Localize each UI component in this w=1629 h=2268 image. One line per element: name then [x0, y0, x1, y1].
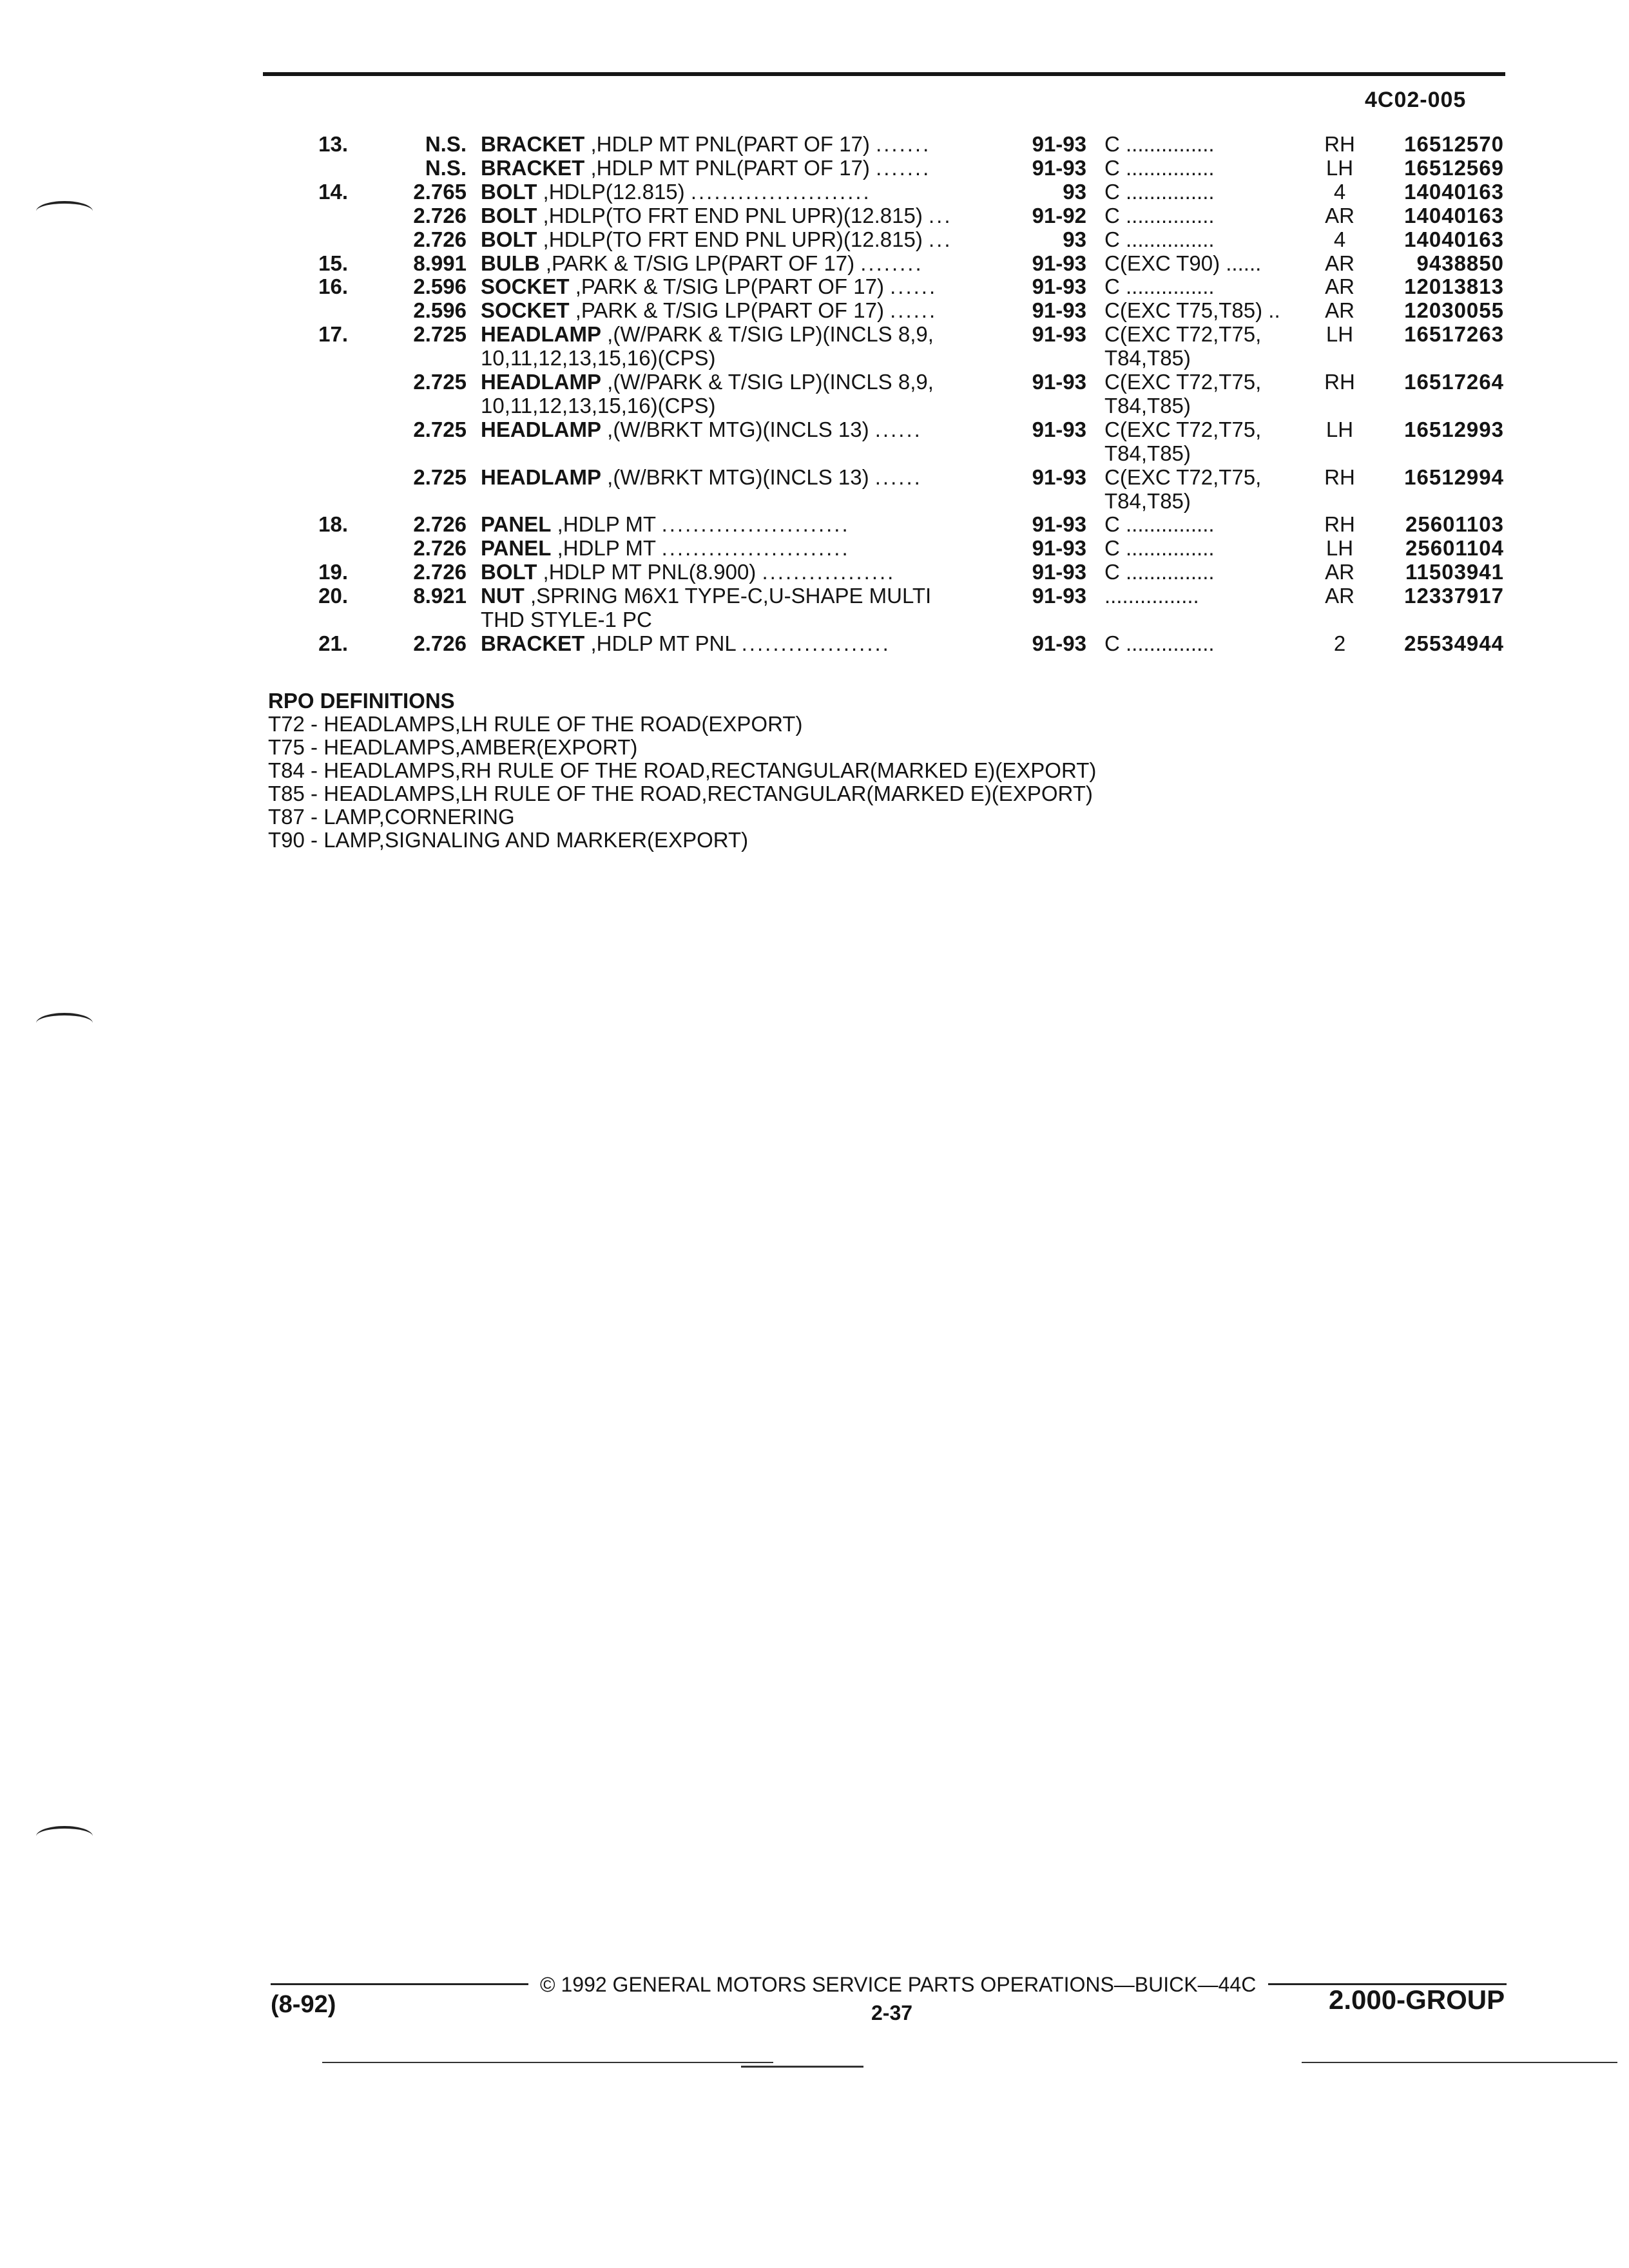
group-number: 2.725 — [413, 417, 467, 441]
usage-code: C ............... — [1104, 180, 1215, 204]
model-years: 91-93 — [1032, 370, 1086, 394]
part-description — [481, 584, 998, 608]
rpo-title: RPO DEFINITIONS — [268, 689, 455, 713]
part-name: BOLT — [481, 227, 537, 251]
part-number: 14040163 — [1404, 179, 1504, 204]
part-name: HEADLAMP — [481, 370, 601, 394]
dot-leader: ...... — [874, 418, 922, 441]
part-detail: ,HDLP MT PNL(8.900) — [543, 561, 757, 584]
model-years: 91-93 — [1032, 132, 1086, 156]
part-detail: ,HDLP MT — [557, 513, 656, 537]
item-number: 15. — [318, 251, 348, 275]
part-name: BRACKET — [481, 631, 585, 655]
part-number: 11503941 — [1405, 560, 1504, 584]
usage-code: T84,T85) — [1104, 489, 1191, 513]
group-number: 2.726 — [413, 560, 467, 584]
model-years: 91-93 — [1032, 631, 1086, 655]
group-number: 2.726 — [413, 536, 467, 561]
part-detail: ,PARK & T/SIG LP(PART OF 17) — [575, 275, 884, 299]
group-number: 2.765 — [413, 179, 467, 204]
quantity: RH — [1324, 465, 1355, 489]
dot-leader: ....................... — [690, 180, 871, 204]
part-description — [481, 252, 998, 275]
part-name: BOLT — [481, 204, 537, 227]
usage-code: ................ — [1104, 584, 1199, 608]
part-detail: ,(W/BRKT MTG)(INCLS 13) — [607, 465, 869, 489]
part-name: HEADLAMP — [481, 323, 601, 347]
quantity: AR — [1325, 560, 1354, 584]
model-years: 91-93 — [1032, 322, 1086, 347]
rpo-line: T72 - HEADLAMPS,LH RULE OF THE ROAD(EXPORT) — [268, 712, 803, 736]
quantity: LH — [1325, 155, 1354, 180]
part-detail: 10,11,12,13,15,16)(CPS) — [481, 394, 716, 418]
scan-line — [1302, 2062, 1617, 2063]
group-number: 2.596 — [413, 274, 467, 299]
quantity: AR — [1325, 251, 1354, 275]
part-name: BULB — [481, 251, 540, 275]
model-years: 91-92 — [1032, 203, 1086, 227]
group-number: N.S. — [425, 155, 467, 180]
dot-leader: ................. — [762, 561, 896, 584]
part-number: 14040163 — [1404, 203, 1504, 227]
footer-rule — [271, 1983, 528, 1985]
revision-date: (8-92) — [271, 1991, 336, 2018]
page-number: 2-37 — [871, 2001, 913, 2024]
part-number: 12013813 — [1404, 274, 1504, 299]
group-number: 8.921 — [413, 584, 467, 608]
dot-leader: ...... — [874, 465, 922, 489]
part-description — [481, 394, 998, 418]
part-description — [481, 228, 998, 251]
usage-code: C(EXC T72,T75, — [1104, 465, 1262, 489]
model-years: 91-93 — [1032, 155, 1086, 180]
usage-code: T84,T85) — [1104, 394, 1191, 418]
part-detail: ,HDLP(TO FRT END PNL UPR)(12.815) — [543, 227, 923, 251]
usage-code: T84,T85) — [1104, 441, 1191, 465]
part-description — [481, 608, 998, 631]
model-years: 93 — [1063, 227, 1086, 251]
usage-code: C ............... — [1104, 227, 1215, 251]
quantity: 4 — [1333, 179, 1346, 204]
usage-code: C(EXC T72,T75, — [1104, 370, 1262, 394]
group-number: N.S. — [425, 132, 467, 156]
usage-code: C(EXC T72,T75, — [1104, 323, 1262, 347]
dot-leader: ....... — [876, 133, 931, 156]
part-description — [481, 299, 998, 322]
quantity: AR — [1325, 584, 1354, 608]
model-years: 91-93 — [1032, 584, 1086, 608]
binder-punch-mark — [36, 201, 93, 222]
quantity: LH — [1325, 322, 1354, 347]
part-name: HEADLAMP — [481, 418, 601, 441]
dot-leader: ...... — [890, 299, 938, 323]
dot-leader: ...... — [890, 275, 938, 299]
usage-code: C(EXC T90) ...... — [1104, 251, 1262, 275]
header-rule — [263, 72, 1505, 76]
dot-leader: ... — [928, 227, 952, 251]
group-number: 2.726 — [413, 512, 467, 537]
binder-punch-mark — [36, 1013, 93, 1033]
usage-code: C ............... — [1104, 156, 1215, 180]
quantity: RH — [1324, 512, 1355, 537]
part-number: 16517264 — [1404, 370, 1504, 394]
rpo-line: T90 - LAMP,SIGNALING AND MARKER(EXPORT) — [268, 828, 749, 852]
rpo-line: T87 - LAMP,CORNERING — [268, 805, 515, 829]
part-name: BRACKET — [481, 156, 585, 180]
dot-leader: ... — [928, 204, 952, 227]
part-number: 16512994 — [1404, 465, 1504, 489]
part-detail: ,HDLP MT PNL — [590, 631, 736, 655]
part-description — [481, 418, 998, 441]
part-name: HEADLAMP — [481, 465, 601, 489]
part-detail: ,(W/PARK & T/SIG LP)(INCLS 8,9, — [607, 323, 934, 347]
part-description — [481, 180, 998, 204]
quantity: 4 — [1333, 227, 1346, 251]
part-name: PANEL — [481, 537, 552, 561]
part-name: SOCKET — [481, 275, 570, 299]
dot-leader: ................... — [741, 631, 891, 655]
dot-leader: ........................ — [661, 513, 850, 537]
rpo-line: T84 - HEADLAMPS,RH RULE OF THE ROAD,RECTANGULAR(MARKED E)(EXPORT) — [268, 758, 1097, 782]
part-detail: ,PARK & T/SIG LP(PART OF 17) — [575, 299, 884, 323]
binder-punch-mark — [36, 1826, 93, 1847]
item-number: 21. — [318, 631, 348, 655]
item-number: 13. — [318, 132, 348, 156]
part-name: BRACKET — [481, 133, 585, 156]
group-number: 2.725 — [413, 322, 467, 347]
group-number: 2.725 — [413, 370, 467, 394]
quantity: AR — [1325, 298, 1354, 323]
part-name: SOCKET — [481, 299, 570, 323]
part-detail: ,HDLP MT PNL(PART OF 17) — [590, 133, 870, 156]
usage-code: C ............... — [1104, 631, 1215, 655]
group-number: 2.596 — [413, 298, 467, 323]
rpo-line: T75 - HEADLAMPS,AMBER(EXPORT) — [268, 735, 638, 759]
document-code: 4C02-005 — [1365, 88, 1467, 112]
item-number: 14. — [318, 179, 348, 204]
model-years: 91-93 — [1032, 417, 1086, 441]
group-number: 2.726 — [413, 227, 467, 251]
part-detail: ,(W/PARK & T/SIG LP)(INCLS 8,9, — [607, 370, 934, 394]
part-detail: THD STYLE-1 PC — [481, 608, 652, 631]
usage-code: C(EXC T75,T85) .. — [1104, 299, 1280, 323]
part-description — [481, 537, 998, 560]
part-name: BOLT — [481, 180, 537, 204]
group-number: 8.991 — [413, 251, 467, 275]
group-number: 2.726 — [413, 203, 467, 227]
part-detail: ,(W/BRKT MTG)(INCLS 13) — [607, 418, 869, 441]
dot-leader: ........ — [860, 251, 923, 275]
part-detail: ,PARK & T/SIG LP(PART OF 17) — [545, 251, 855, 275]
part-description — [481, 632, 998, 655]
part-name: PANEL — [481, 513, 552, 537]
part-detail: ,HDLP MT — [557, 537, 656, 561]
model-years: 91-93 — [1032, 465, 1086, 489]
item-number: 16. — [318, 274, 348, 299]
part-number: 9438850 — [1416, 251, 1504, 275]
model-years: 91-93 — [1032, 274, 1086, 299]
part-description — [481, 133, 998, 156]
part-number: 12337917 — [1404, 584, 1504, 608]
quantity: 2 — [1333, 631, 1346, 655]
scan-line — [741, 2066, 863, 2068]
part-description — [481, 466, 998, 489]
part-description — [481, 513, 998, 536]
part-name: BOLT — [481, 561, 537, 584]
part-number: 12030055 — [1404, 298, 1504, 323]
part-detail: ,SPRING M6X1 TYPE-C,U-SHAPE MULTI — [530, 584, 932, 608]
part-description — [481, 157, 998, 180]
part-detail: ,HDLP(12.815) — [543, 180, 685, 204]
usage-code: C(EXC T72,T75, — [1104, 418, 1262, 441]
part-number: 25534944 — [1404, 631, 1504, 655]
scan-line — [322, 2062, 773, 2063]
quantity: LH — [1325, 417, 1354, 441]
quantity: RH — [1324, 132, 1355, 156]
item-number: 18. — [318, 512, 348, 537]
group-number: 2.725 — [413, 465, 467, 489]
usage-code: C ............... — [1104, 513, 1215, 537]
model-years: 91-93 — [1032, 536, 1086, 561]
part-number: 16512993 — [1404, 417, 1504, 441]
part-number: 16512570 — [1404, 132, 1504, 156]
usage-code: C ............... — [1104, 275, 1215, 299]
model-years: 91-93 — [1032, 298, 1086, 323]
part-detail: ,HDLP(TO FRT END PNL UPR)(12.815) — [543, 204, 923, 227]
usage-code: C ............... — [1104, 537, 1215, 561]
usage-code: C ............... — [1104, 561, 1215, 584]
rpo-definitions — [268, 689, 1096, 852]
usage-code: T84,T85) — [1104, 347, 1191, 370]
quantity: AR — [1325, 274, 1354, 299]
part-detail: ,HDLP MT PNL(PART OF 17) — [590, 156, 870, 180]
part-number: 14040163 — [1404, 227, 1504, 251]
item-number: 20. — [318, 584, 348, 608]
part-number: 25601103 — [1405, 512, 1504, 537]
part-description — [481, 204, 998, 227]
quantity: LH — [1325, 536, 1354, 561]
part-name: NUT — [481, 584, 525, 608]
model-years: 93 — [1063, 179, 1086, 204]
copyright-notice: © 1992 GENERAL MOTORS SERVICE PARTS OPERATIONS—BUICK—44C — [540, 1973, 1257, 1996]
part-description — [481, 275, 998, 298]
model-years: 91-93 — [1032, 512, 1086, 537]
dot-leader: ........................ — [661, 537, 850, 561]
part-number: 16512569 — [1404, 155, 1504, 180]
part-description — [481, 347, 998, 370]
usage-code: C ............... — [1104, 204, 1215, 227]
part-description — [481, 370, 998, 394]
quantity: RH — [1324, 370, 1355, 394]
part-description — [481, 323, 998, 346]
part-number: 16517263 — [1404, 322, 1504, 347]
quantity: AR — [1325, 203, 1354, 227]
group-number: 2.726 — [413, 631, 467, 655]
usage-code: C ............... — [1104, 133, 1215, 156]
item-number: 19. — [318, 560, 348, 584]
part-number: 25601104 — [1405, 536, 1504, 561]
rpo-line: T85 - HEADLAMPS,LH RULE OF THE ROAD,RECTANGULAR(MARKED E)(EXPORT) — [268, 782, 1093, 805]
part-detail: 10,11,12,13,15,16)(CPS) — [481, 347, 716, 370]
dot-leader: ....... — [876, 156, 931, 180]
part-description — [481, 561, 998, 584]
group-label: 2.000-GROUP — [1329, 1984, 1505, 2015]
item-number: 17. — [318, 322, 348, 347]
model-years: 91-93 — [1032, 251, 1086, 275]
model-years: 91-93 — [1032, 560, 1086, 584]
